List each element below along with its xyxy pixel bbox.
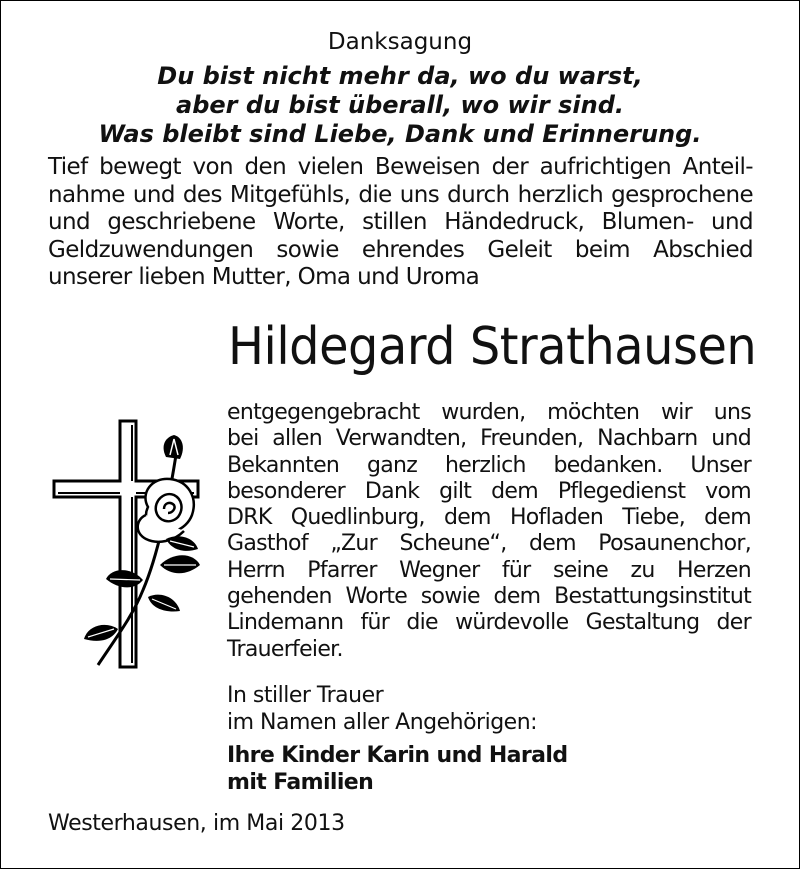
- closing-line: In stiller Trauer: [227, 683, 384, 708]
- motto-line: aber du bist überall, wo wir sind.: [176, 91, 624, 119]
- body-line: Lindemann für die würdevolle Gestaltung der: [227, 610, 751, 636]
- body-line: besonderer Dank gilt dem Pflegedienst vom: [227, 478, 751, 504]
- notice-heading: Danksagung: [327, 29, 473, 55]
- signature-line: Ihre Kinder Karin und Harald: [227, 743, 568, 768]
- body-paragraph: [227, 400, 751, 663]
- rose-icon: [84, 435, 200, 665]
- signature-line: mit Familien: [227, 770, 374, 795]
- body-line: entgegengebracht wurden, möchten wir uns: [227, 400, 751, 425]
- body-line: Herrn Pfarrer Wegner für seine zu Herzen: [227, 557, 751, 583]
- body-line: gehenden Worte sowie dem Bestattungsinstitut: [227, 584, 751, 610]
- motto-line: Du bist nicht mehr da, wo du warst,: [157, 62, 643, 90]
- closing-lines: [227, 682, 537, 736]
- body-line: bei allen Verwandten, Freunden, Nachbarn und: [227, 426, 751, 452]
- deceased-name: Hildegard Strathausen: [228, 317, 757, 377]
- signature: [227, 742, 568, 796]
- body-line: Bekannten ganz herzlich bedanken. Unser: [227, 452, 751, 478]
- intro-paragraph: [48, 154, 753, 292]
- motto-line: Was bleibt sind Liebe, Dank und Erinnerung.: [98, 120, 702, 148]
- body-line: DRK Quedlinburg, dem Hofladen Tiebe, dem: [227, 505, 751, 531]
- intro-line: und geschriebene Worte, stillen Händedruck, Blumen- und: [48, 209, 753, 235]
- closing-line: im Namen aller Angehörigen:: [227, 710, 538, 735]
- body-line: Gasthof „Zur Scheune“, dem Posaunenchor,: [227, 531, 751, 557]
- intro-line: Tief bewegt von den vielen Beweisen der aufrichtigen Anteil-: [48, 154, 753, 180]
- place-date: Westerhausen, im Mai 2013: [48, 811, 345, 836]
- motto-verse: [0, 62, 800, 149]
- intro-line: nahme und des Mitgefühls, die uns durch herzlich gesprochene: [48, 181, 753, 208]
- intro-line: unserer lieben Mutter, Oma und Uroma: [48, 264, 480, 290]
- intro-line: Geldzuwendungen sowie ehrendes Geleit beim Abschied: [48, 236, 753, 263]
- body-line: Trauerfeier.: [227, 636, 343, 662]
- cross-with-rose-icon: [48, 415, 208, 675]
